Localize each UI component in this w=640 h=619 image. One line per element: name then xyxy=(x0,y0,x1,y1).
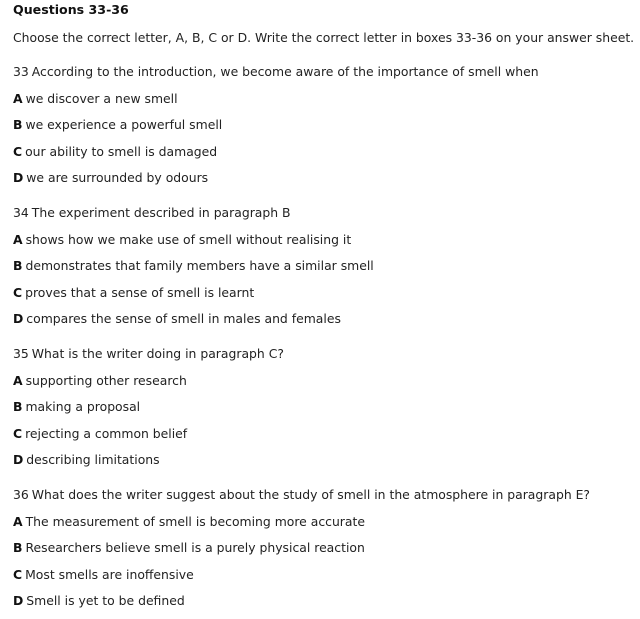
option-text: our ability to smell is damaged xyxy=(25,143,218,159)
option-text: we experience a powerful smell xyxy=(25,117,223,132)
question-number: 35 xyxy=(13,346,29,361)
questions-heading: Questions 33-36 xyxy=(13,2,129,17)
option-c xyxy=(13,425,633,443)
option-d xyxy=(13,451,633,469)
option-c xyxy=(13,143,633,161)
instructions-text: Choose the correct letter, A, B, C or D. Write the correct letter in boxes 33-36 on your answer sheet. xyxy=(13,30,635,45)
option-letter: A xyxy=(13,90,23,106)
option-b xyxy=(13,116,633,134)
option-text: compares the sense of smell in males and females xyxy=(26,311,341,326)
option-a xyxy=(13,513,633,531)
option-text: Most smells are inoffensive xyxy=(25,566,194,582)
question-33 xyxy=(13,63,633,187)
option-d xyxy=(13,592,633,610)
option-text: Smell is yet to be defined xyxy=(26,593,185,608)
option-letter: A xyxy=(13,231,23,247)
option-a xyxy=(13,372,633,390)
option-c xyxy=(13,284,633,302)
option-text: we discover a new smell xyxy=(25,90,178,106)
option-letter: D xyxy=(13,311,24,326)
option-text: The measurement of smell is becoming more accurate xyxy=(25,513,365,529)
question-text: The experiment described in paragraph B xyxy=(31,205,291,220)
option-a xyxy=(13,231,633,249)
option-text: rejecting a common belief xyxy=(25,425,188,441)
question-text: What is the writer doing in paragraph C? xyxy=(31,346,284,361)
option-d xyxy=(13,169,633,187)
option-d xyxy=(13,310,633,328)
option-text: supporting other research xyxy=(25,372,187,388)
question-35 xyxy=(13,345,633,469)
question-36 xyxy=(13,486,633,610)
option-a xyxy=(13,90,633,108)
question-number: 33 xyxy=(13,64,29,79)
option-letter: C xyxy=(13,425,23,441)
option-letter: C xyxy=(13,143,23,159)
question-stem xyxy=(13,204,633,222)
question-stem xyxy=(13,486,633,504)
option-letter: D xyxy=(13,170,24,185)
question-text: According to the introduction, we become aware of the importance of smell when xyxy=(31,64,539,79)
option-text: proves that a sense of smell is learnt xyxy=(25,284,255,300)
option-b xyxy=(13,257,633,275)
option-text: making a proposal xyxy=(25,399,141,414)
option-letter: B xyxy=(13,399,23,414)
question-number: 34 xyxy=(13,205,29,220)
question-34 xyxy=(13,204,633,328)
option-letter: D xyxy=(13,593,24,608)
option-letter: A xyxy=(13,372,23,388)
option-text: we are surrounded by odours xyxy=(26,170,209,185)
option-text: Researchers believe smell is a purely physical reaction xyxy=(25,540,365,555)
option-b xyxy=(13,539,633,557)
question-stem xyxy=(13,345,633,363)
option-b xyxy=(13,398,633,416)
question-text: What does the writer suggest about the study of smell in the atmosphere in paragraph E? xyxy=(31,487,591,502)
option-letter: C xyxy=(13,566,23,582)
option-letter: A xyxy=(13,513,23,529)
option-letter: B xyxy=(13,258,23,273)
option-letter: B xyxy=(13,117,23,132)
option-c xyxy=(13,566,633,584)
question-number: 36 xyxy=(13,487,29,502)
option-letter: C xyxy=(13,284,23,300)
option-text: describing limitations xyxy=(26,452,160,467)
option-text: demonstrates that family members have a similar smell xyxy=(25,258,374,273)
option-letter: B xyxy=(13,540,23,555)
option-text: shows how we make use of smell without realising it xyxy=(25,231,352,247)
option-letter: D xyxy=(13,452,24,467)
question-stem xyxy=(13,63,633,81)
